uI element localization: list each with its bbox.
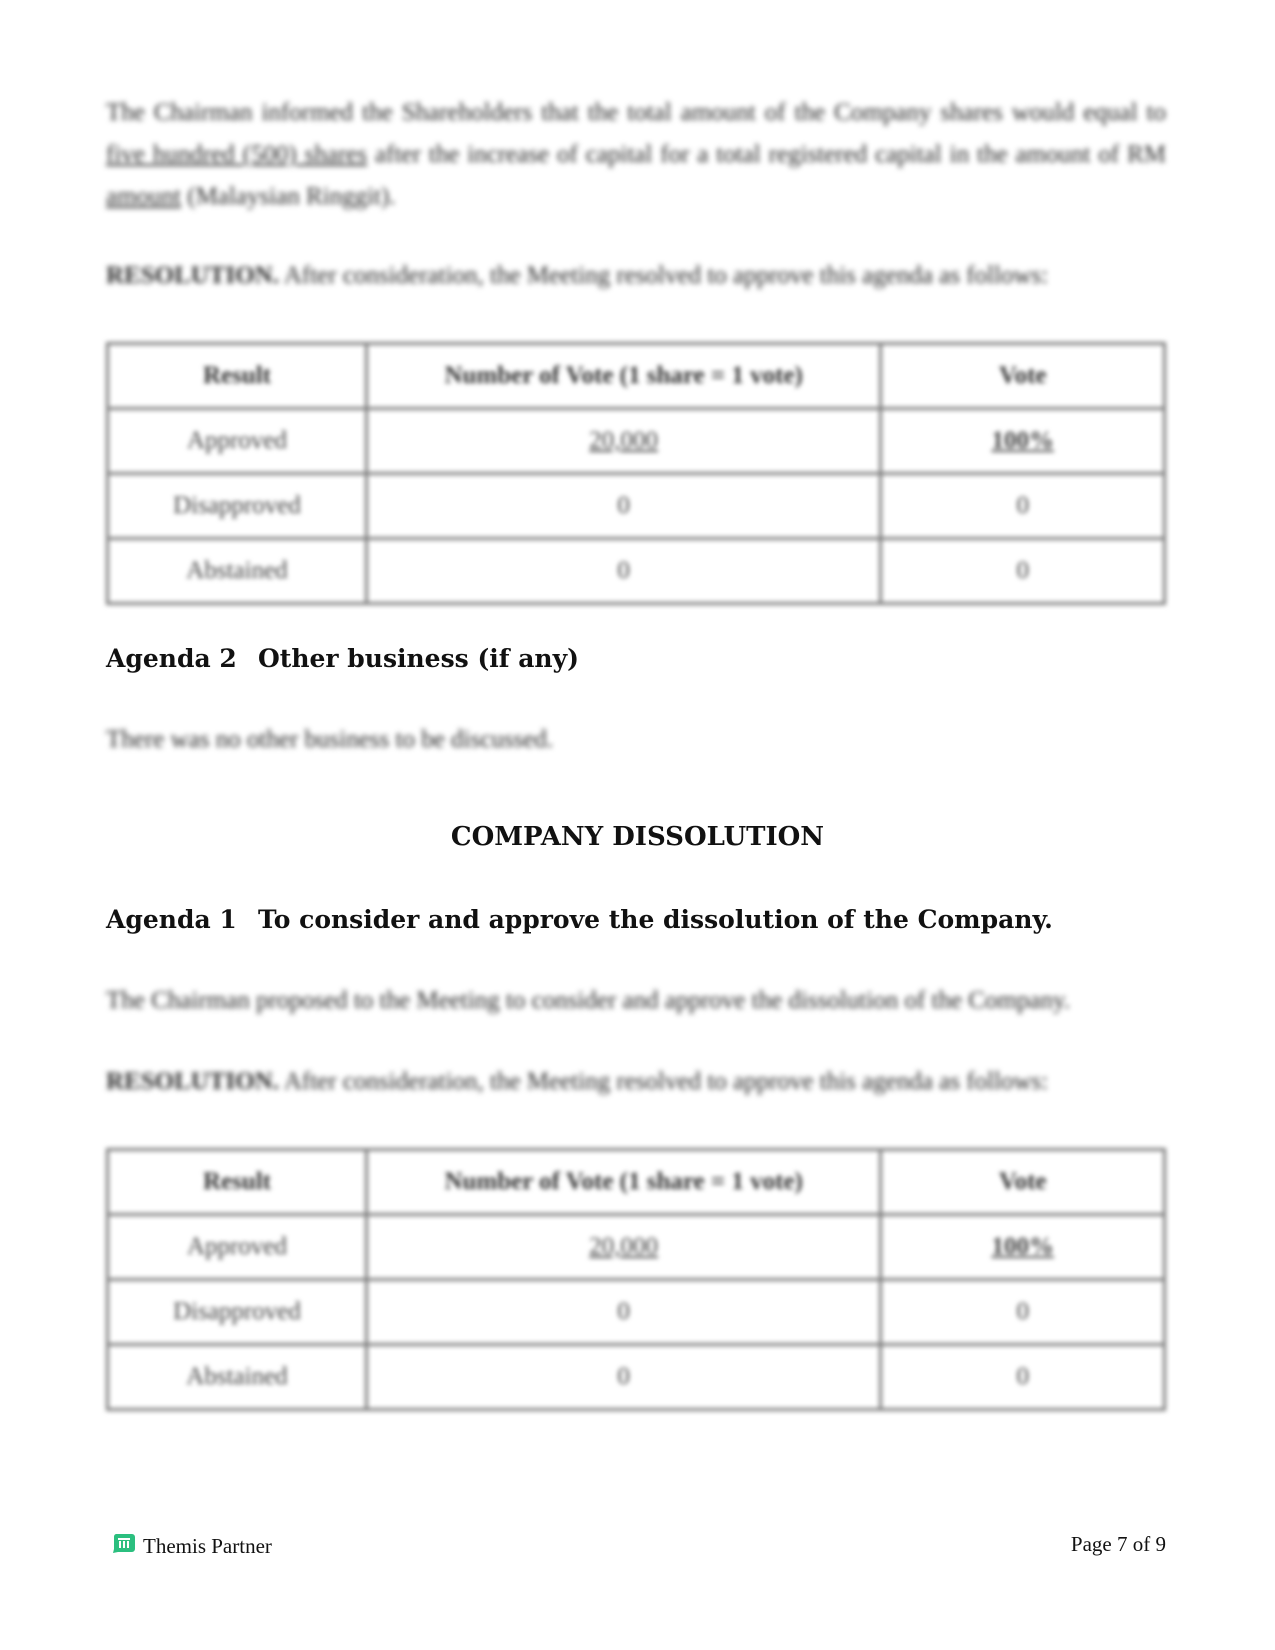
section-title: COMPANY DISSOLUTION xyxy=(450,822,825,852)
amount-placeholder: amount xyxy=(106,183,181,210)
resolution-line xyxy=(106,1061,1166,1103)
table-cell: 0 xyxy=(366,474,880,539)
page-number: Page 7 of 9 xyxy=(1070,1532,1166,1556)
table-header: Result xyxy=(108,1150,367,1215)
table-header: Number of Vote (1 share = 1 vote) xyxy=(366,344,880,409)
table-row xyxy=(108,1280,1165,1345)
table-cell: Approved xyxy=(108,409,367,474)
table-row xyxy=(108,1345,1165,1410)
resolution-text: After consideration, the Meeting resolved to approve this agenda as follows: xyxy=(278,1068,1049,1095)
table-cell: 100% xyxy=(881,1215,1165,1280)
resolution-label: RESOLUTION. xyxy=(106,1068,279,1095)
table-header: Vote xyxy=(881,1150,1165,1215)
table-cell: 20,000 xyxy=(366,1215,880,1280)
table-header-row xyxy=(108,1150,1165,1215)
table-header-row xyxy=(108,344,1165,409)
resolution-label: RESOLUTION. xyxy=(106,262,279,289)
table-cell: Disapproved xyxy=(108,474,367,539)
themis-logo-icon xyxy=(112,1532,143,1560)
dissolution-body: The Chairman proposed to the Meeting to consider and approve the dissolution of the Company. xyxy=(106,987,1071,1014)
table-header: Vote xyxy=(881,344,1165,409)
vote-table xyxy=(106,342,1166,605)
agenda-body: There was no other business to be discussed. xyxy=(106,726,554,753)
table-cell: 0 xyxy=(881,539,1165,604)
table-cell: 0 xyxy=(881,1280,1165,1345)
agenda-heading xyxy=(106,905,1053,934)
table-cell: Abstained xyxy=(108,1345,367,1410)
paragraph-text: (Malaysian Ringgit). xyxy=(181,183,396,210)
agenda-number: Agenda 1 xyxy=(106,905,237,934)
paragraph-text: after the increase of capital for a total registered capital in the amount of RM xyxy=(367,141,1166,168)
paragraph-text: The Chairman informed the Shareholders that the total amount of the Company shares would equal to xyxy=(106,99,1166,126)
table-cell: 0 xyxy=(366,1345,880,1410)
table-header: Number of Vote (1 share = 1 vote) xyxy=(366,1150,880,1215)
shares-placeholder: five hundred (500) shares xyxy=(106,141,368,168)
resolution-text: After consideration, the Meeting resolved to approve this agenda as follows: xyxy=(278,262,1049,289)
table-row xyxy=(108,1215,1165,1280)
footer-brand xyxy=(112,1532,272,1560)
table-row xyxy=(108,539,1165,604)
table-cell: 0 xyxy=(366,539,880,604)
table-cell: 0 xyxy=(881,474,1165,539)
agenda-number: Agenda 2 xyxy=(106,644,237,673)
table-row xyxy=(108,409,1165,474)
capital-paragraph xyxy=(106,92,1166,218)
table-cell: 20,000 xyxy=(366,409,880,474)
brand-name: Themis Partner xyxy=(143,1533,272,1558)
agenda-title: Other business (if any) xyxy=(258,644,579,673)
vote-table xyxy=(106,1148,1166,1411)
table-cell: 0 xyxy=(881,1345,1165,1410)
table-cell: Approved xyxy=(108,1215,367,1280)
table-cell: 100% xyxy=(881,409,1165,474)
agenda-title: To consider and approve the dissolution of the Company. xyxy=(258,905,1053,934)
agenda-heading xyxy=(106,644,579,673)
table-row xyxy=(108,474,1165,539)
table-header: Result xyxy=(108,344,367,409)
table-cell: Disapproved xyxy=(108,1280,367,1345)
table-cell: Abstained xyxy=(108,539,367,604)
resolution-line xyxy=(106,255,1166,297)
table-cell: 0 xyxy=(366,1280,880,1345)
